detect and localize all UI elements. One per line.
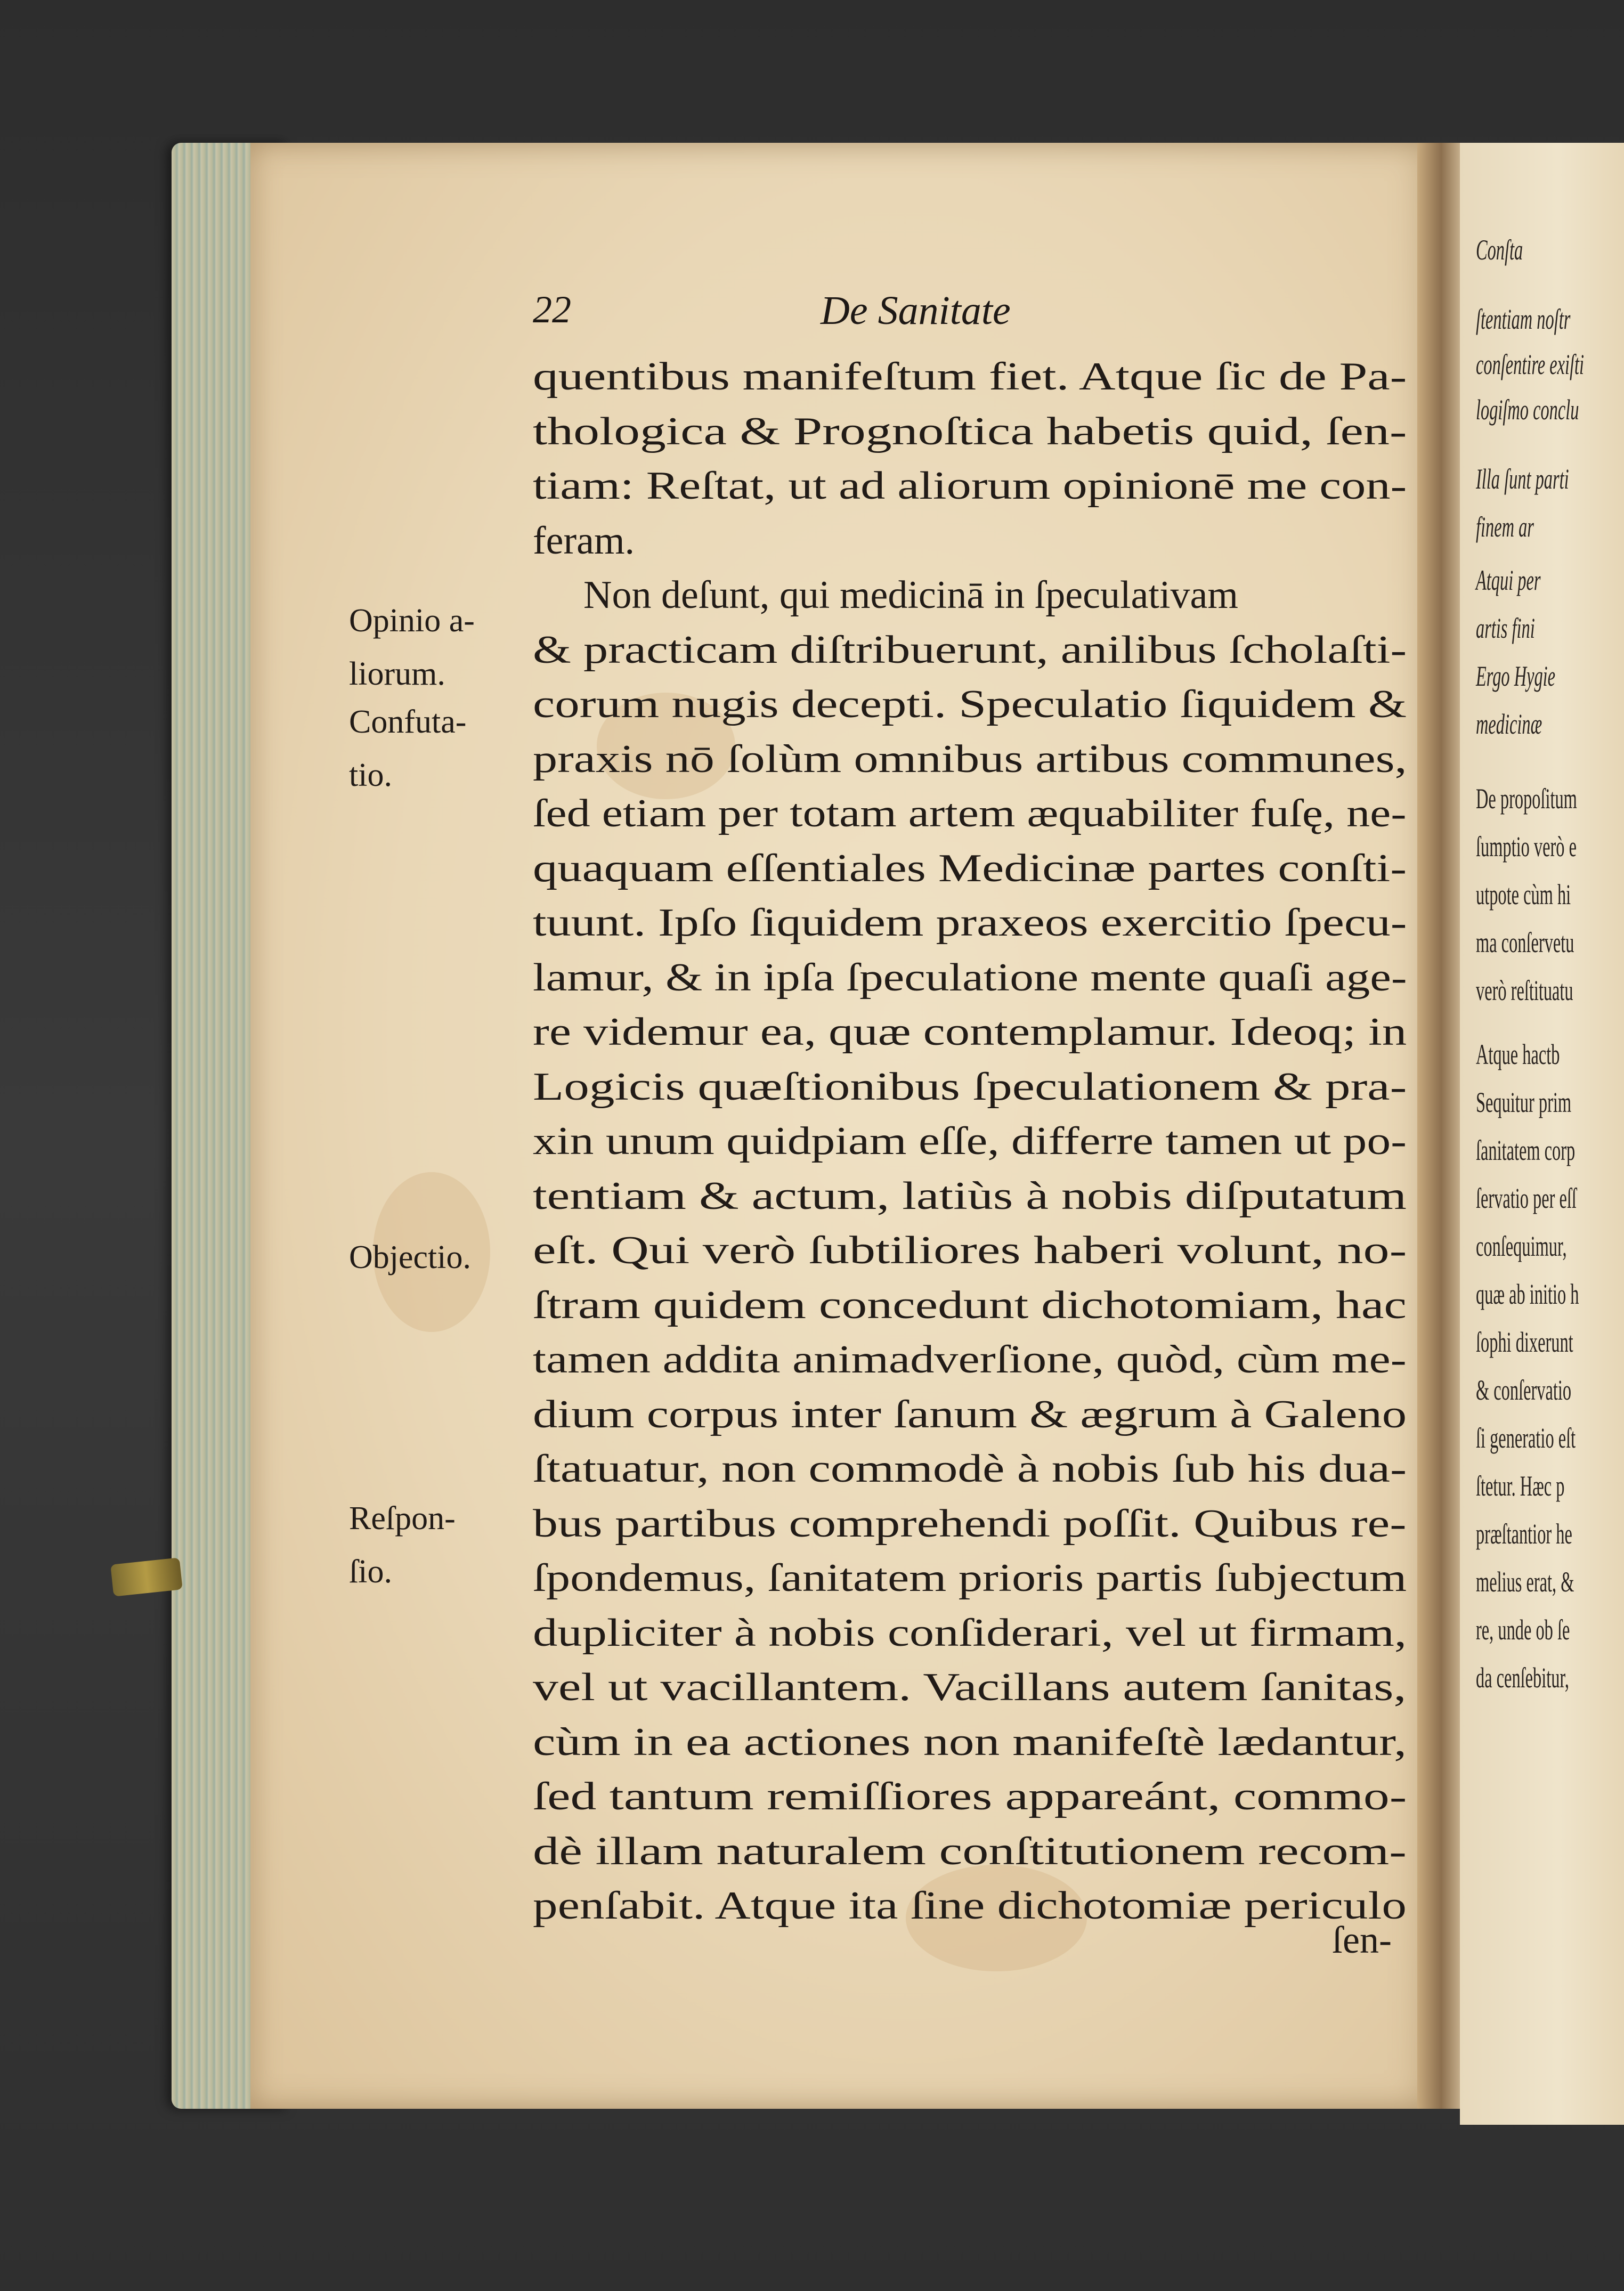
text-line: dupliciter à nobis conſiderari, vel ut firmam, <box>533 1611 1407 1655</box>
margin-note-line: liorum. <box>349 656 445 692</box>
text-line: tiam: Reſtat, ut ad aliorum opinionē me con- <box>533 464 1407 508</box>
right-page-line: Atqui per <box>1476 564 1541 596</box>
text-line: tuunt. Ipſo ſiquidem praxeos exercitio ſpecu- <box>533 901 1407 945</box>
right-page-line: Ergo Hygie <box>1476 660 1556 692</box>
text-line: corum nugis decepti. Speculatio ſiquidem & <box>533 683 1407 726</box>
margin-note-line: Objectio. <box>349 1239 471 1276</box>
right-page-line: Conſta <box>1476 234 1523 266</box>
margin-note-line: Confuta- <box>349 704 467 740</box>
margin-note-line: Reſpon- <box>349 1500 456 1537</box>
text-line: ſed etiam per totam artem æquabiliter fuſę, ne- <box>533 792 1407 835</box>
text-line: lamur, & in ipſa ſpeculatione mente quaſi age- <box>533 955 1407 1000</box>
right-page-line: utpote cùm hi <box>1476 879 1571 911</box>
text-line: ſtatuatur, non commodè à nobis ſub his dua- <box>533 1447 1407 1491</box>
right-page-line: da cenſebitur, <box>1476 1662 1570 1694</box>
margin-note-line: Opinio a- <box>349 603 475 639</box>
text-line: quaquam eſſentiales Medicinæ partes conſti- <box>533 846 1407 890</box>
text-line: ſpondemus, ſanitatem prioris partis ſubjectum <box>533 1556 1407 1600</box>
right-page-line: re, unde ob ſe <box>1476 1614 1570 1646</box>
text-line: thologica & Prognoſtica habetis quid, ſen- <box>533 409 1407 453</box>
text-line: tamen addita animadverſione, quòd, cùm me- <box>533 1338 1407 1382</box>
right-page-line: præſtantior he <box>1476 1518 1572 1550</box>
text-line: praxis nō ſolùm omnibus artibus communes, <box>533 737 1407 781</box>
text-line: ſed tantum remiſſiores appareánt, commo- <box>533 1775 1407 1818</box>
right-page-line: quæ ab initio h <box>1476 1278 1579 1310</box>
page-header <box>533 288 1412 346</box>
text-line: quentibus manifeſtum fiet. Atque ſic de Pa- <box>533 355 1407 399</box>
right-page-line: logiſmo conclu <box>1476 394 1579 426</box>
margin-note-opinio <box>349 594 475 701</box>
right-page-line: De propoſitum <box>1476 783 1577 815</box>
right-page <box>1460 143 1624 2125</box>
page-number: 22 <box>533 288 571 331</box>
right-page-line: ſervatio per eſſ <box>1476 1182 1577 1214</box>
right-page-line: ſophi dixerunt <box>1476 1326 1573 1358</box>
margin-note-line: ſio. <box>349 1554 392 1590</box>
catchword: ſen- <box>1332 1919 1392 1961</box>
running-title: De Sanitate <box>821 288 1011 333</box>
margin-note-objectio <box>349 1231 471 1284</box>
right-page-line: Atque hactb <box>1476 1038 1560 1070</box>
right-page-line: ſtentiam noſtr <box>1476 303 1571 335</box>
right-page-line: ſanitatem corp <box>1476 1134 1576 1166</box>
text-line: & practicam diſtribuerunt, anilibus ſcholaſti- <box>533 628 1407 672</box>
right-page-line: melius erat, & <box>1476 1566 1574 1598</box>
text-line: Non deſunt, qui medicinā in ſpeculativam <box>583 573 1238 617</box>
margin-note-confutatio <box>349 695 466 802</box>
text-line: feram. <box>533 518 635 563</box>
text-line: re videmur ea, quæ contemplamur. Ideoq; in <box>533 1010 1407 1054</box>
right-page-line: conſentire exiſti <box>1476 348 1585 380</box>
text-line: xin unum quidpiam eſſe, differre tamen ut po- <box>533 1119 1407 1163</box>
text-line: Logicis quæſtionibus ſpeculationem & pra- <box>533 1065 1407 1109</box>
right-page-line: finem ar <box>1476 511 1534 543</box>
right-page-line: Illa ſunt parti <box>1476 463 1569 495</box>
margin-note-responsio <box>349 1492 456 1598</box>
text-line: dium corpus inter ſanum & ægrum à Galeno <box>533 1392 1407 1436</box>
gutter <box>1417 143 1465 2109</box>
text-line: vel ut vacillantem. Vacillans autem ſanitas, <box>533 1666 1407 1709</box>
right-page-line: ſi generatio eſt <box>1476 1422 1576 1454</box>
text-line: ſtram quidem concedunt dichotomiam, hac <box>533 1283 1407 1327</box>
right-page-line: medicinæ <box>1476 708 1542 740</box>
right-page-line: ſumptio verò e <box>1476 831 1577 863</box>
right-page-line: Sequitur prim <box>1476 1086 1572 1118</box>
right-page-line: ma conſervetu <box>1476 927 1574 958</box>
text-line: cùm in ea actiones non manifeſtè lædantur, <box>533 1720 1407 1764</box>
text-line: penſabit. Atque ita ſine dichotomiæ periculo <box>533 1884 1407 1928</box>
text-line: bus partibus comprehendi poſſit. Quibus re- <box>533 1501 1407 1546</box>
text-line: eſt. Qui verò ſubtiliores haberi volunt, no- <box>533 1229 1407 1272</box>
margin-note-line: tio. <box>349 757 392 793</box>
right-page-line: & conſervatio <box>1476 1374 1572 1406</box>
right-page-line: verò reſtituatu <box>1476 974 1573 1006</box>
right-page-line: ſtetur. Hæc p <box>1476 1470 1565 1502</box>
right-page-line: conſequimur, <box>1476 1230 1567 1262</box>
right-page-line: artis fini <box>1476 612 1535 644</box>
text-line: dè illam naturalem conſtitutionem recom- <box>533 1829 1407 1873</box>
text-line: tentiam & actum, latiùs à nobis diſputatum <box>533 1174 1407 1218</box>
